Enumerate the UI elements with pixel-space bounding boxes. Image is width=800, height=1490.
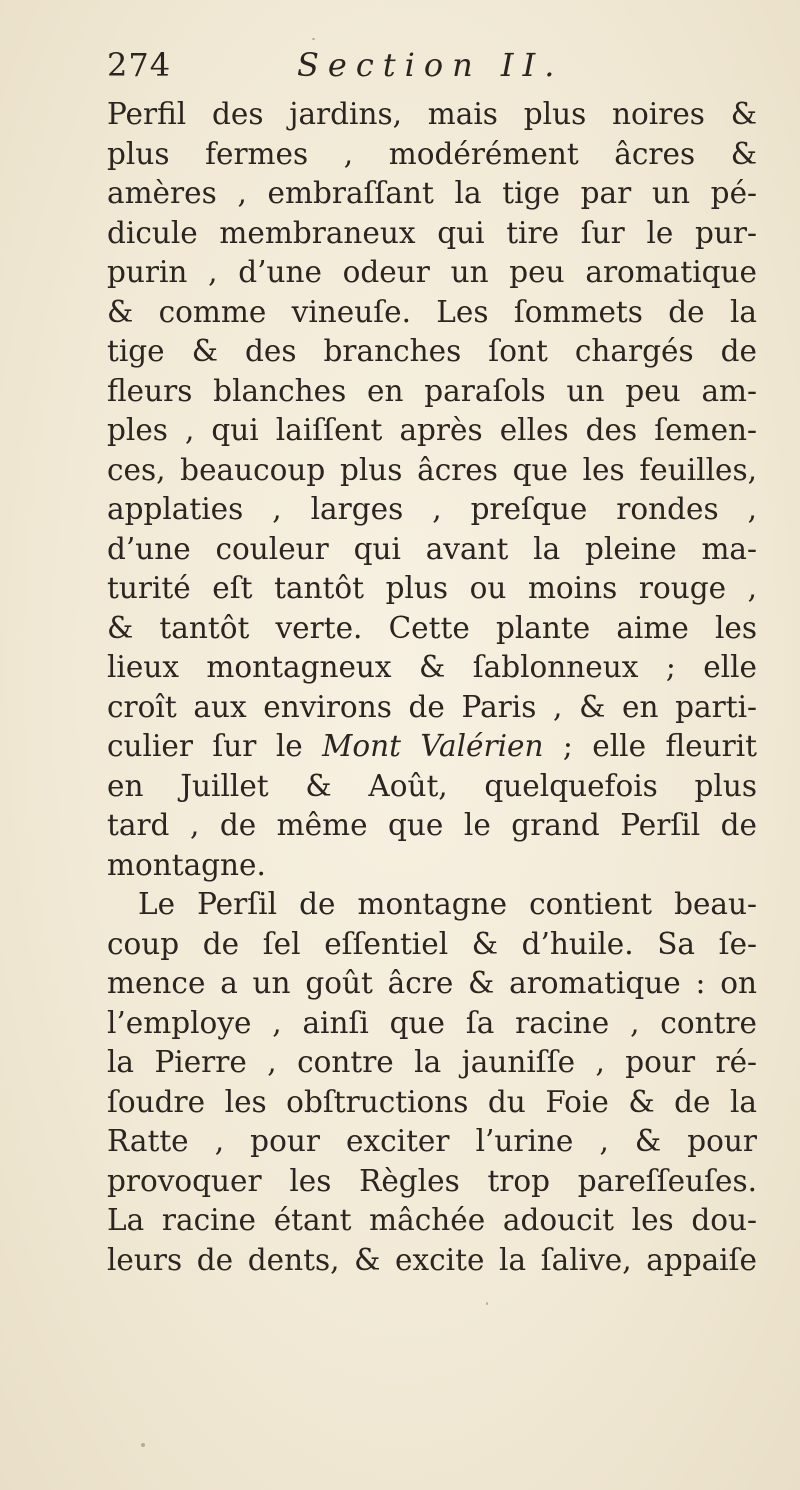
text-line: tard , de même que le grand Perſil de <box>107 808 757 842</box>
text-run: ; elle fleurit <box>543 729 757 763</box>
text-line: en Juillet & Août, quelquefois plus <box>107 768 757 803</box>
text-line: & comme vineuſe. Les ſommets de la <box>107 294 757 329</box>
text-line: plus fermes , modérément âcres & <box>107 136 757 171</box>
text-line: tige & des branches ſont chargés de <box>107 334 757 368</box>
text-line: amères , embraſſant la tige par un pé- <box>107 176 757 210</box>
paper-speck <box>141 1443 145 1447</box>
text-line: mence a un goût âcre & aromatique : on <box>107 966 757 1000</box>
text-line: ſoudre les obſtructions du Foie & de la <box>107 1084 757 1119</box>
text-line-paragraph-start: Le Perſil de montagne contient beau- <box>138 887 757 921</box>
text-line: montagne. <box>107 847 266 882</box>
place-name-italic: Mont Valérien <box>322 729 544 763</box>
text-line: lieux montagneux & ſablonneux ; elle <box>107 650 757 684</box>
text-line: coup de ſel eſſentiel & d’huile. Sa ſe- <box>107 926 757 961</box>
text-line: Perfil des jardins, mais plus noires & <box>107 97 757 131</box>
paper-speck <box>312 38 315 40</box>
text-run: culier ſur le <box>107 729 323 763</box>
text-line: ples , qui laiſſent après elles des ſemen- <box>107 413 757 447</box>
text-line: l’employe , ainſi que ſa racine , contre <box>107 1005 757 1040</box>
text-line: Ratte , pour exciter l’urine , & pour <box>107 1124 757 1158</box>
page-number: 274 <box>107 46 172 84</box>
page-header <box>107 44 727 92</box>
text-line: dicule membraneux qui tire ſur le pur- <box>107 215 757 250</box>
running-head: Section II. <box>297 46 564 84</box>
text-line: fleurs blanches en paraſols un peu am- <box>107 373 757 408</box>
text-line: provoquer les Règles trop pareſſeuſes. <box>107 1163 757 1198</box>
text-line <box>107 726 757 766</box>
text-line: La racine étant mâchée adoucit les dou- <box>107 1203 757 1237</box>
paper-speck <box>486 1302 488 1305</box>
text-line: & tantôt verte. Cette plante aime les <box>107 610 757 645</box>
text-line: croît aux environs de Paris , & en parti- <box>107 689 757 724</box>
text-line: purin , d’une odeur un peu aromatique <box>107 255 757 289</box>
text-line: ces, beaucoup plus âcres que les feuilles, <box>107 452 757 487</box>
text-line: applaties , larges , preſque rondes , <box>107 492 757 526</box>
text-line: leurs de dents, & excite la ſalive, appaiſe <box>107 1242 757 1277</box>
text-line: d’une couleur qui avant la pleine ma- <box>107 531 757 566</box>
text-line: turité eſt tantôt plus ou moins rouge , <box>107 571 757 605</box>
text-line: la Pierre , contre la jauniſſe , pour ré- <box>107 1045 757 1079</box>
